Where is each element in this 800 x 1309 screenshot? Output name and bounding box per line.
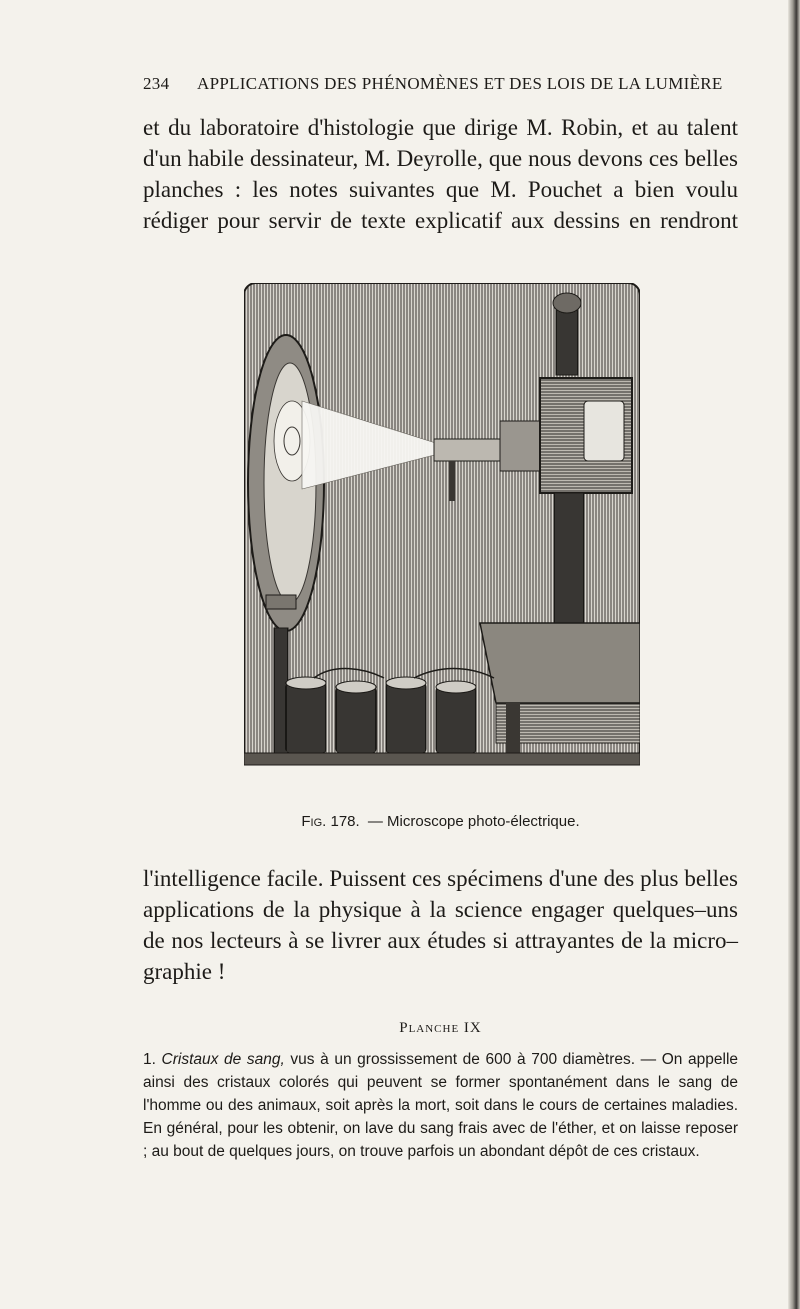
figure-caption — [143, 813, 738, 830]
text-line: d'un habile dessinateur, M. Deyrolle, que nous devons ces belles — [143, 146, 738, 171]
plate-heading: Planche IX — [399, 1020, 482, 1036]
note-number: 1. — [143, 1051, 156, 1068]
page-edge-shadow — [788, 0, 800, 1309]
figure-illustration — [244, 283, 640, 788]
text-line: et du laboratoire d'histologie que dirige M. Robin, et au talent — [143, 115, 738, 140]
text-line: planches : les notes suivantes que M. Pouchet a bien voulu — [143, 177, 738, 202]
note-title: Cristaux de sang, — [161, 1051, 285, 1068]
running-header — [143, 74, 738, 94]
plate-note — [143, 1048, 738, 1163]
page-number: 234 — [143, 74, 170, 93]
text-line: applications de la physique à la science engager quelques–uns — [143, 897, 738, 922]
running-title: APPLICATIONS DES PHÉNOMÈNES ET DES LOIS DE LA LUMIÈRE — [197, 74, 723, 93]
paragraph-intro — [143, 112, 738, 236]
note-text: vus à un grossissement de 600 à 700 diamètres. — On appelle ainsi des cristaux colorés qui peuvent se former spontanément dans le sang de l'homme ou des animaux, soit après la mort, soit dans le cours de certaines maladies. En général, pour les obtenir, on lave du sang frais avec de l'éther, et on laisse reposer ; au bout de quelques jours, on trouve parfois un abondant dépôt de ces cristaux. — [143, 1051, 739, 1160]
text-line: rédiger pour servir de texte explicatif aux dessins en rendront — [143, 208, 738, 233]
text-line: graphie ! — [143, 959, 226, 984]
figure-number: Fig. 178. — [301, 813, 360, 830]
paragraph-continued — [143, 863, 738, 987]
text-line: de nos lecteurs à se livrer aux études si attrayantes de la micro– — [143, 928, 738, 953]
text-line: l'intelligence facile. Puissent ces spécimens d'une des plus belles — [143, 866, 738, 891]
figure-caption-text: — Microscope photo-électrique. — [367, 813, 580, 830]
